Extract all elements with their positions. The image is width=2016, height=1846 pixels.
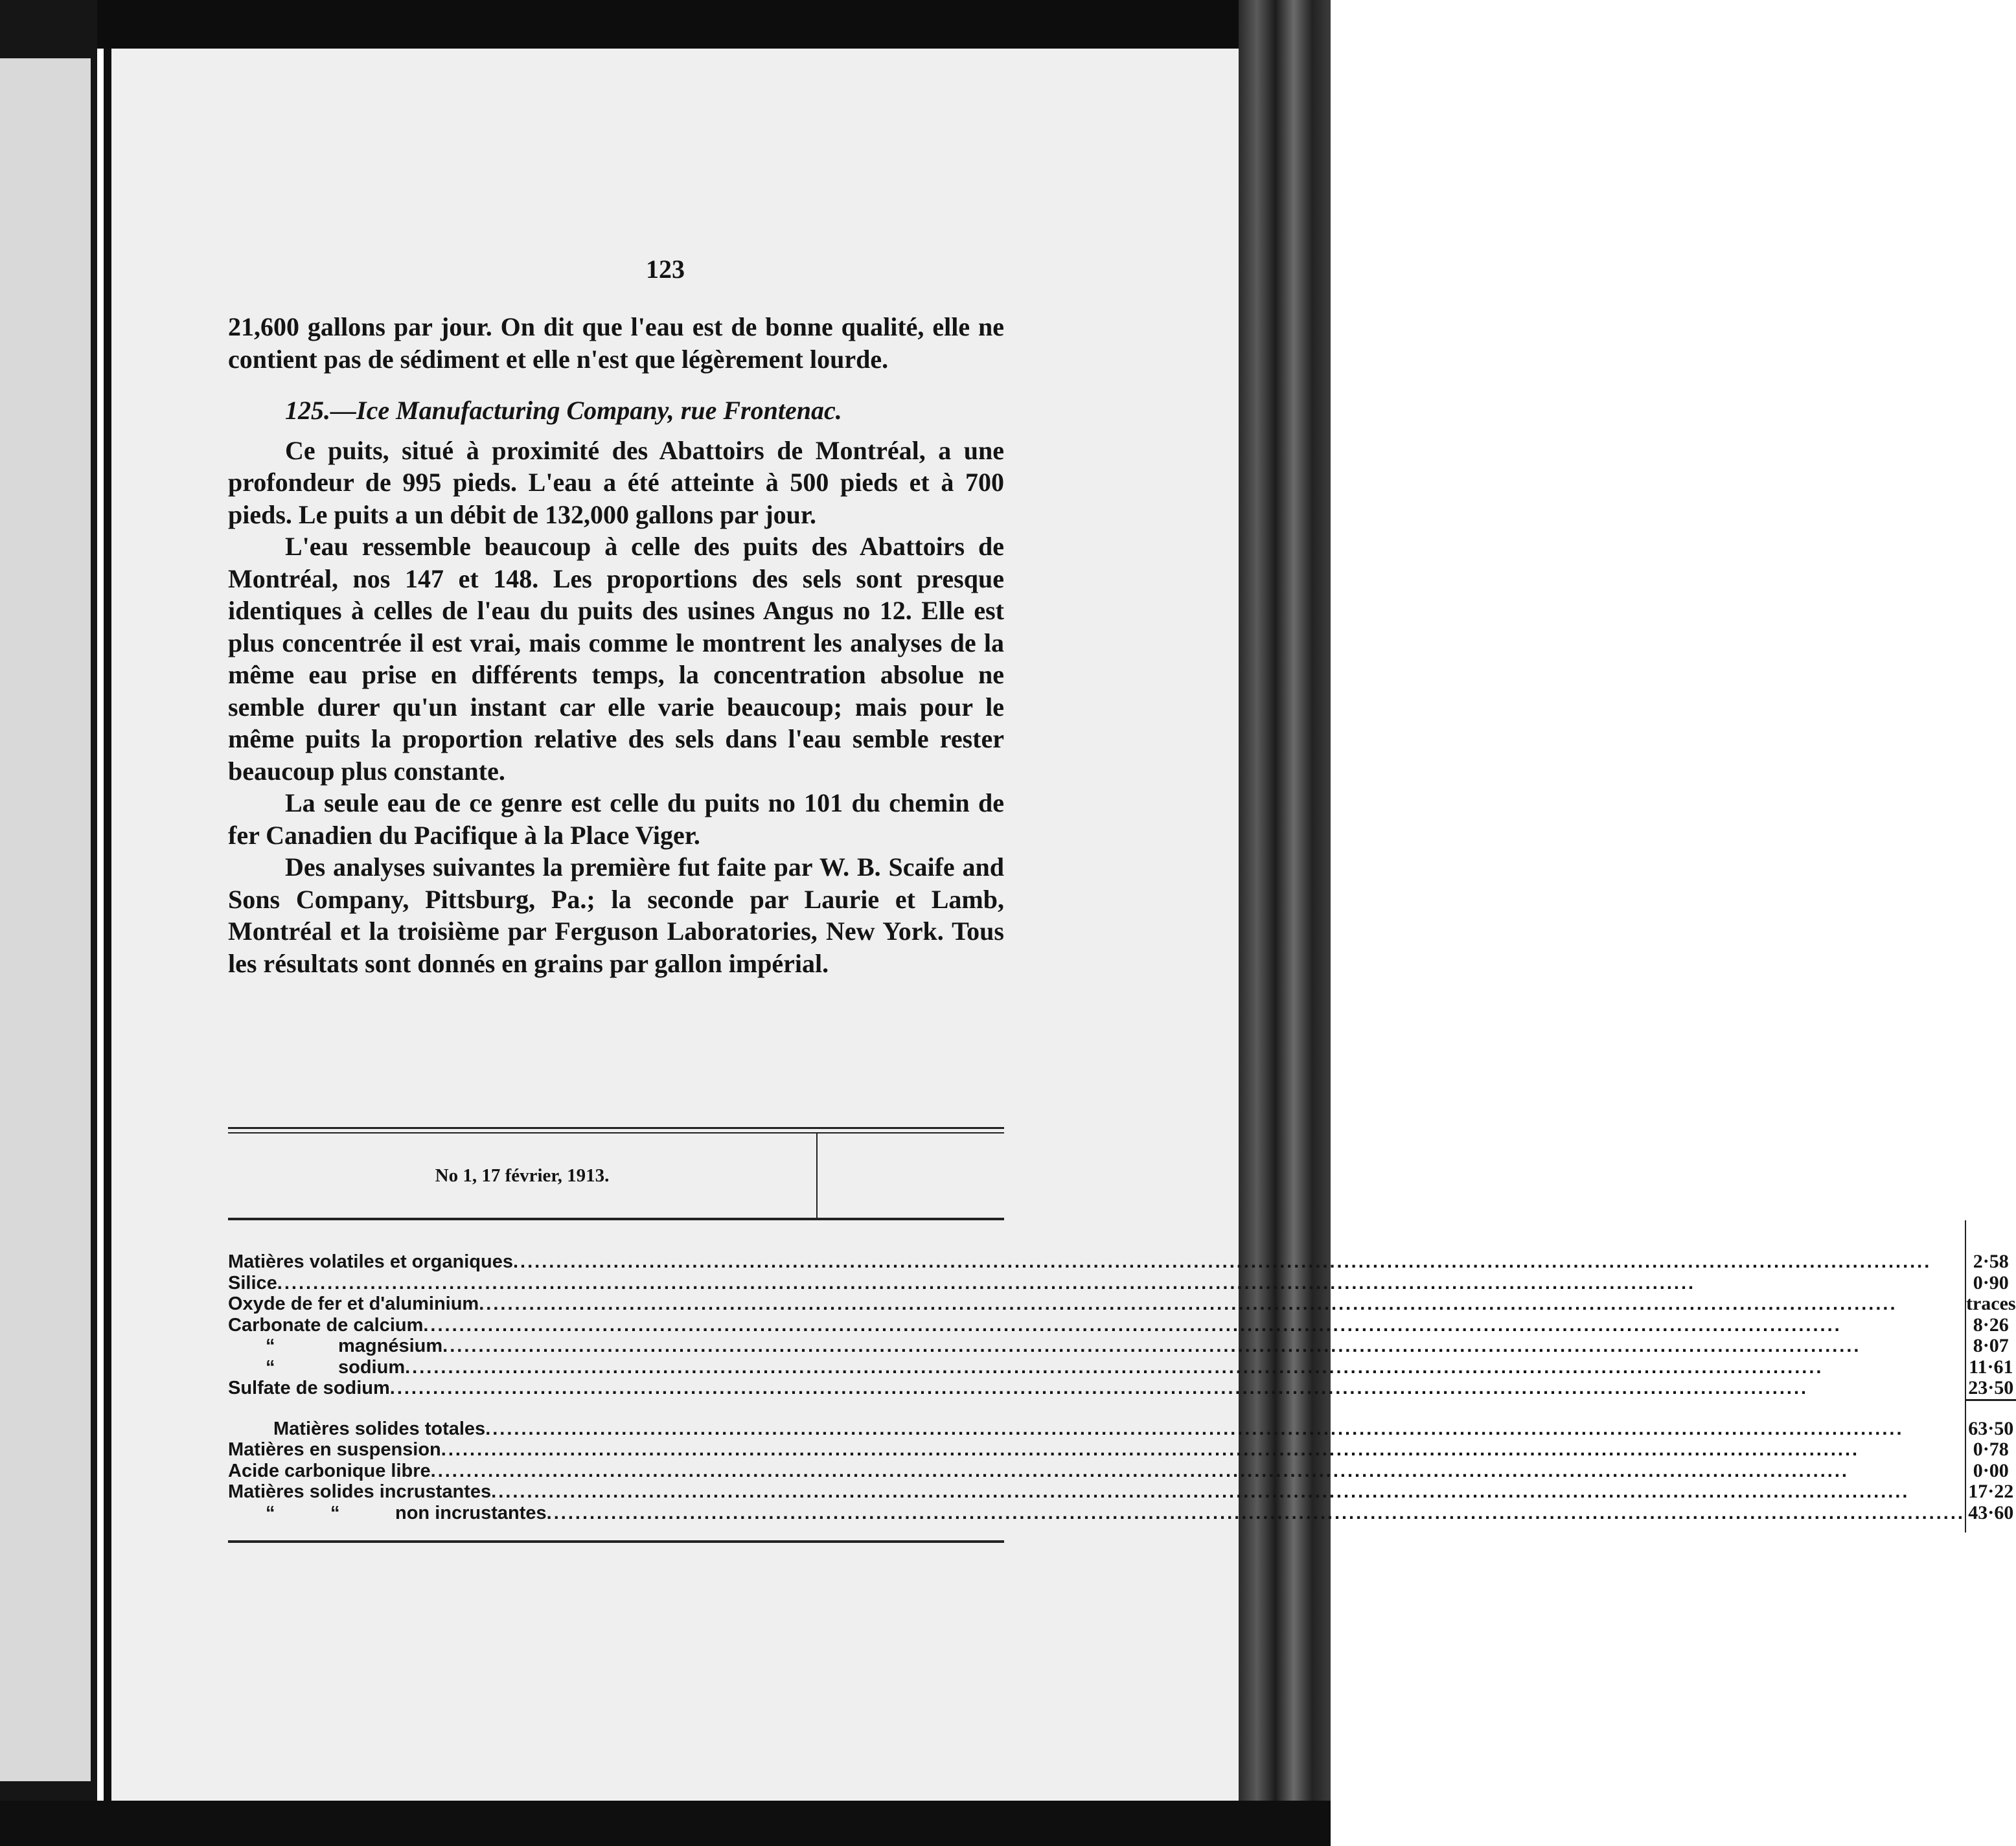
table-row <box>228 1357 1965 1378</box>
value-column <box>1966 1220 2016 1533</box>
ditto-mark: “ <box>266 1356 275 1378</box>
row-value: 17·22 <box>1968 1481 2014 1502</box>
row-label: Matières en suspension <box>228 1439 441 1460</box>
section-heading: 125.—Ice Manufacturing Company, rue Frontenac. <box>285 396 842 425</box>
total-separator-rule <box>1966 1399 2016 1419</box>
scan-top-border <box>0 0 1331 49</box>
table-body <box>228 1220 2016 1533</box>
row-value: 2·58 <box>1973 1251 2009 1272</box>
row-value: 0·90 <box>1973 1271 2009 1293</box>
row-value: 43·60 <box>1968 1501 2014 1523</box>
table-header <box>228 1134 1004 1218</box>
table-row <box>228 1439 1965 1461</box>
table-row <box>228 1315 1965 1336</box>
ditto-mark: “ <box>330 1502 340 1523</box>
row-label: Matières solides incrustantes <box>228 1481 492 1502</box>
analysis-table <box>228 1127 2016 1543</box>
row-value: 0·78 <box>1973 1439 2009 1460</box>
row-value: 23·50 <box>1968 1377 2014 1398</box>
facing-page-sliver <box>0 58 91 1781</box>
table-bottom-rule <box>228 1540 1004 1543</box>
table-row <box>228 1293 1965 1315</box>
column-header-blank <box>818 1134 1004 1218</box>
table-row <box>228 1481 1965 1503</box>
row-label: Carbonate de calcium <box>228 1314 424 1336</box>
table-row <box>228 1503 1965 1524</box>
table-top-rule <box>228 1127 1004 1134</box>
paragraph-1: 21,600 gallons par jour. On dit que l'eau est de bonne qualité, elle ne contient pas de sédiment et elle n'est que légèrement lourde. <box>228 312 1004 374</box>
row-label: magnésium <box>338 1336 443 1356</box>
row-label: Silice <box>228 1272 277 1293</box>
scan-bottom-border <box>0 1801 1331 1846</box>
row-label: Matières solides totales <box>273 1418 486 1439</box>
table-row <box>228 1419 1965 1440</box>
label-column <box>228 1220 1966 1533</box>
column-header: No 1, 17 février, 1913. <box>228 1134 818 1218</box>
row-label: Acide carbonique libre <box>228 1460 431 1481</box>
row-label: sodium <box>338 1356 406 1378</box>
table-row <box>228 1378 1965 1399</box>
row-value: traces <box>1965 1293 2016 1314</box>
ditto-mark: “ <box>266 1502 275 1523</box>
row-label: Matières volatiles et organiques <box>228 1251 513 1272</box>
body-text <box>228 311 1004 979</box>
table-row <box>228 1273 1965 1294</box>
row-label: Oxyde de fer et d'aluminium <box>228 1293 479 1314</box>
row-value: 11·61 <box>1969 1356 2013 1378</box>
table-row <box>228 1251 1965 1273</box>
row-value: 8·07 <box>1973 1335 2009 1356</box>
table-row <box>228 1336 1965 1357</box>
row-value: 63·50 <box>1968 1417 2014 1439</box>
row-value: 0·00 <box>1973 1459 2009 1481</box>
table-row <box>228 1461 1965 1482</box>
paragraph-3: L'eau ressemble beaucoup à celle des puits des Abattoirs de Montréal, nos 147 et 148. Les proportions des sels sont presque identiques à celles de l'eau du puits des usines Angus no 12. Elle est plus concentrée il est vrai, mais comme le montrent les analyses de la même eau prise en différents temps, la concentration absolue ne semble durer qu'un instant car elle varie beaucoup; mais pour le même puits la proportion relative des sels dans l'eau semble rester beaucoup plus constante. <box>228 532 1004 786</box>
row-label: Sulfate de sodium <box>228 1378 390 1398</box>
row-label: non incrustantes <box>395 1502 547 1523</box>
paragraph-2: Ce puits, situé à proximité des Abattoirs de Montréal, a une profondeur de 995 pieds. L'eau a été atteinte à 500 pieds et à 700 pieds. Le puits a un débit de 132,000 gallons par jour. <box>228 435 1004 529</box>
ditto-mark: “ <box>266 1336 275 1356</box>
page-number: 123 <box>646 255 685 284</box>
paragraph-5: Des analyses suivantes la première fut faite par W. B. Scaife and Sons Company, Pittsburg, Pa.; la seconde par Laurie et Lamb, Montréal et la troisième par Ferguson Laboratories, New York. Tous les résultats sont donnés en grains par gallon impérial. <box>228 852 1004 978</box>
row-value: 8·26 <box>1973 1314 2009 1336</box>
paragraph-4: La seule eau de ce genre est celle du puits no 101 du chemin de fer Canadien du Pacifique à la Place Viger. <box>228 788 1004 850</box>
